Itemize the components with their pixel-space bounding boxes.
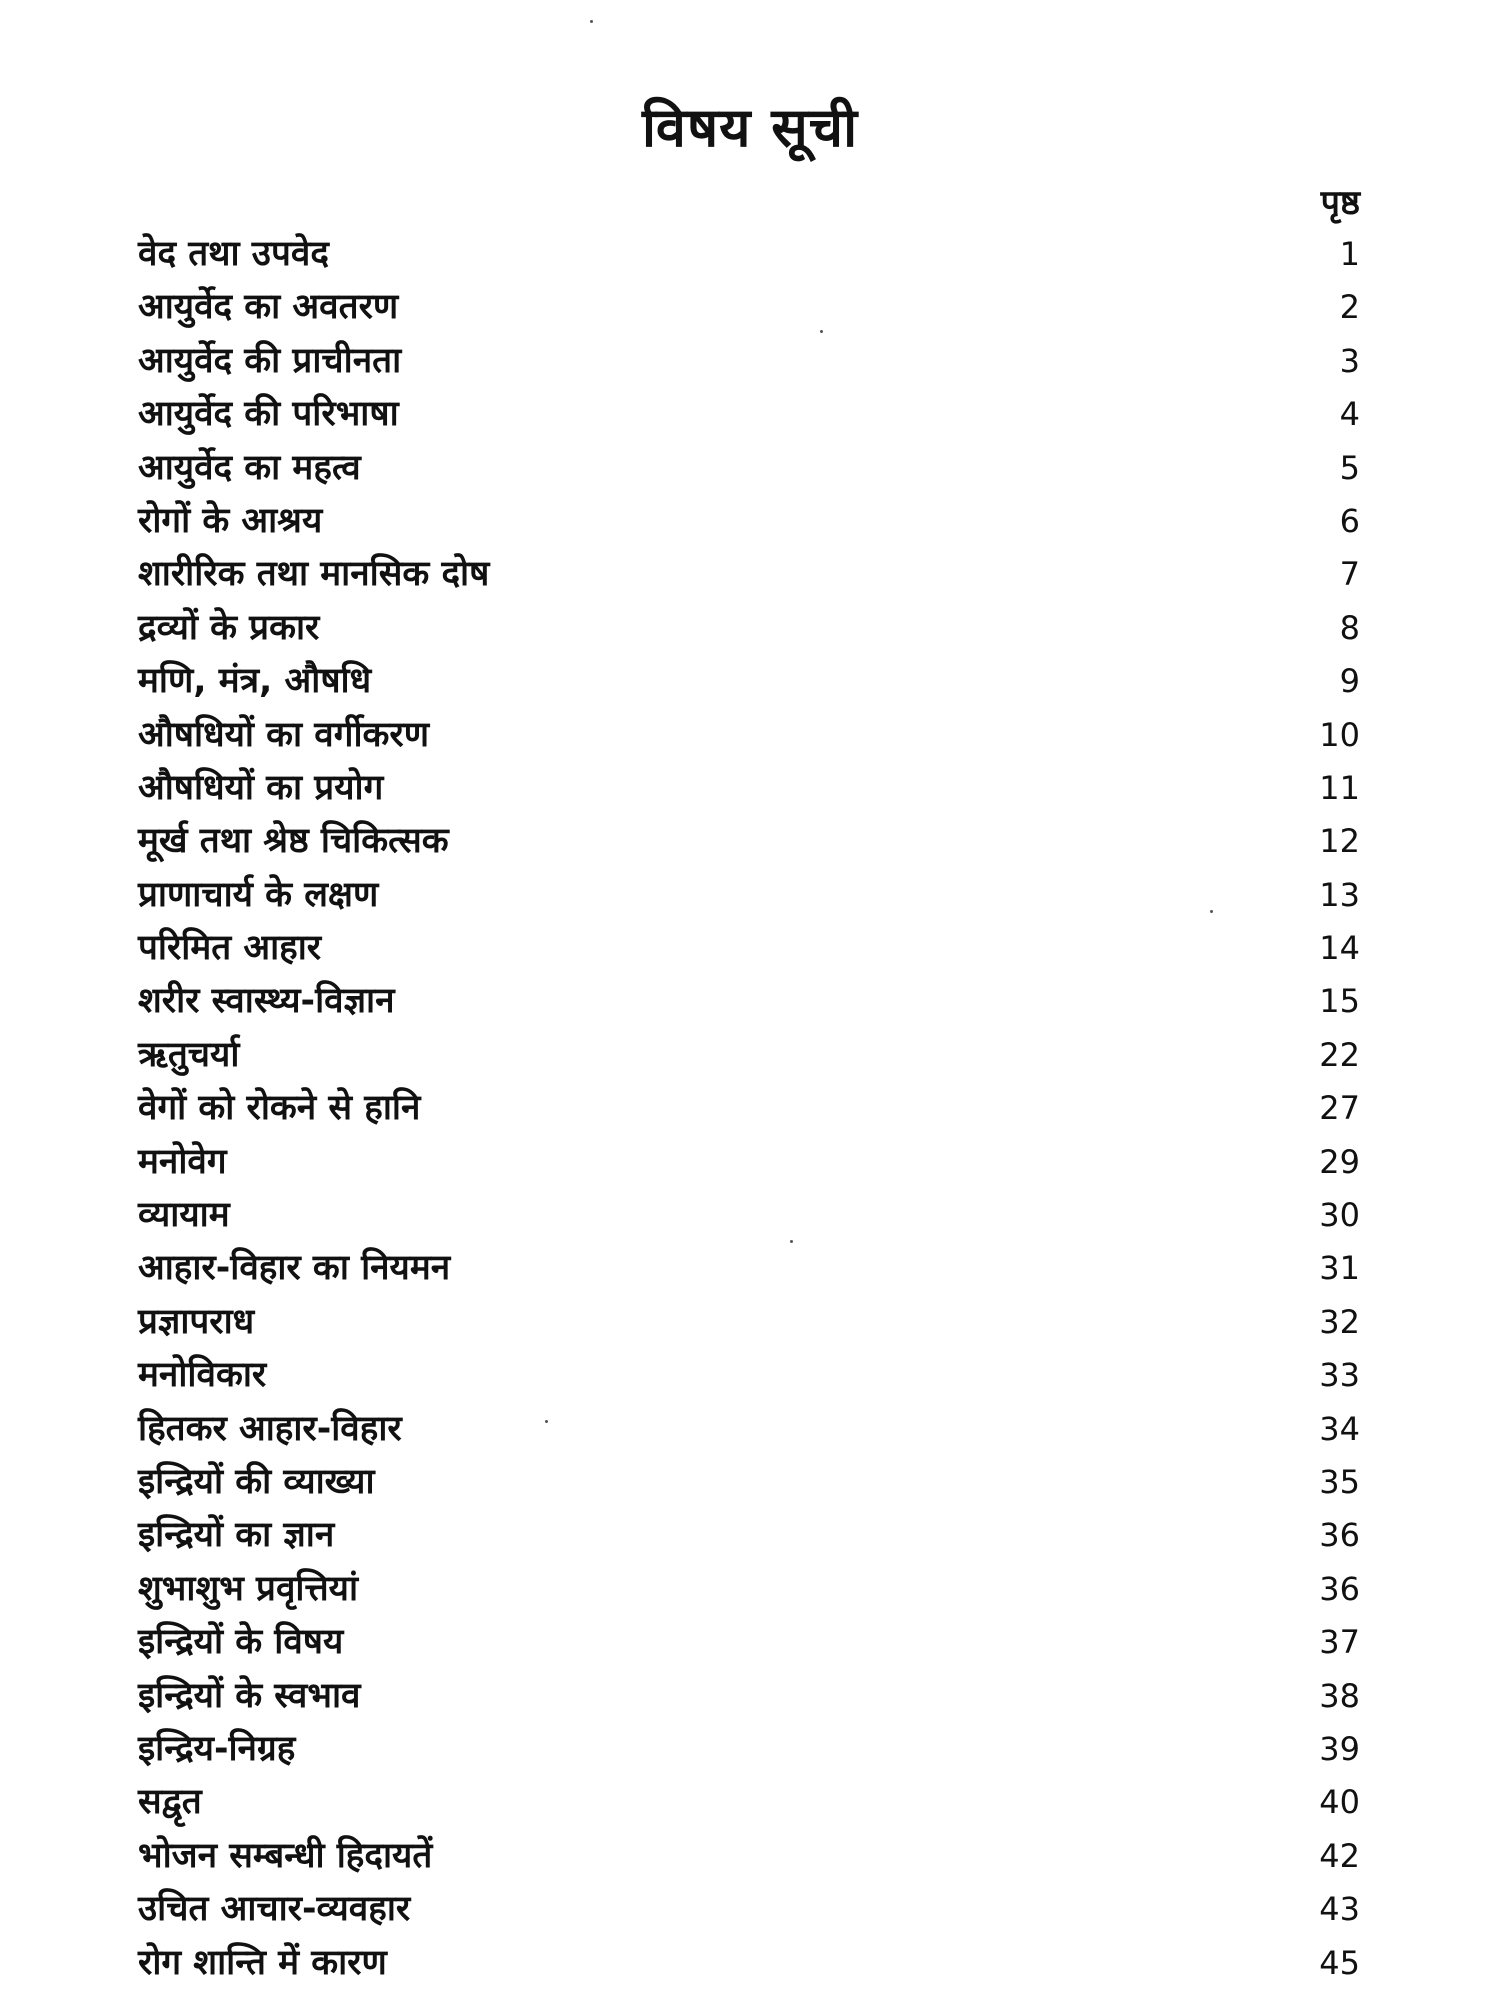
toc-entry-page-number: 14 xyxy=(1319,929,1360,968)
toc-entry xyxy=(138,1616,1368,1669)
toc-entry-title: औषधियों का प्रयोग xyxy=(138,767,384,808)
toc-entry-title: व्यायाम xyxy=(138,1195,230,1236)
toc-entry-page-number: 30 xyxy=(1319,1196,1360,1235)
toc-entry xyxy=(138,1029,1368,1082)
toc-entry-page-number: 15 xyxy=(1319,982,1360,1021)
toc-entry xyxy=(138,869,1368,922)
toc-entry-title: वेद तथा उपवेद xyxy=(138,234,329,274)
toc-entry-page-number: 38 xyxy=(1319,1676,1360,1715)
toc-entry-page-number: 33 xyxy=(1319,1356,1360,1395)
toc-entry-page-number: 32 xyxy=(1319,1302,1360,1341)
toc-entry-page-number: 2 xyxy=(1339,288,1360,327)
table-of-contents xyxy=(138,228,1368,1990)
toc-entry-page-number: 37 xyxy=(1319,1623,1360,1662)
toc-entry-title: मूर्ख तथा श्रेष्ठ चिकित्सक xyxy=(138,821,449,862)
scan-speck xyxy=(1210,910,1213,913)
toc-entry-title: मणि, मंत्र, औषधि xyxy=(138,661,372,702)
toc-entry xyxy=(138,1296,1368,1349)
toc-entry-title: मनोवेग xyxy=(138,1141,227,1182)
toc-entry-page-number: 8 xyxy=(1339,608,1360,647)
toc-entry xyxy=(138,1776,1368,1829)
toc-entry xyxy=(138,388,1368,441)
toc-entry-title: इन्द्रियों का ज्ञान xyxy=(138,1515,335,1556)
page-column-header: पृष्ठ xyxy=(1320,183,1360,223)
toc-entry-title: शरीर स्वास्थ्य-विज्ञान xyxy=(138,981,395,1022)
toc-entry xyxy=(138,1349,1368,1402)
toc-entry-page-number: 31 xyxy=(1319,1249,1360,1288)
toc-entry-page-number: 12 xyxy=(1319,822,1360,861)
toc-entry xyxy=(138,1456,1368,1509)
toc-entry xyxy=(138,655,1368,708)
toc-entry xyxy=(138,495,1368,548)
toc-entry-title: भोजन सम्बन्धी हिदायतें xyxy=(138,1835,433,1876)
toc-entry-title: सद्वृत xyxy=(138,1782,202,1823)
toc-entry xyxy=(138,442,1368,495)
scan-speck xyxy=(590,20,593,23)
toc-entry xyxy=(138,1136,1368,1189)
toc-entry xyxy=(138,1670,1368,1723)
toc-entry-title: उचित आचार-व्यवहार xyxy=(138,1889,411,1930)
toc-entry xyxy=(138,1189,1368,1242)
toc-entry-title: इन्द्रिय-निग्रह xyxy=(138,1728,296,1769)
toc-entry xyxy=(138,1937,1368,1990)
toc-entry xyxy=(138,815,1368,868)
toc-entry xyxy=(138,1082,1368,1135)
scan-speck xyxy=(545,1420,548,1423)
toc-entry-title: रोग शान्ति में कारण xyxy=(138,1942,387,1983)
toc-entry-page-number: 43 xyxy=(1319,1890,1360,1929)
toc-entry-title: रोगों के आश्रय xyxy=(138,500,323,541)
toc-entry-title: इन्द्रियों के विषय xyxy=(138,1622,344,1663)
toc-entry-page-number: 7 xyxy=(1339,555,1360,594)
toc-entry-title: मनोविकार xyxy=(138,1355,267,1396)
toc-entry-title: आयुर्वेद का महत्व xyxy=(138,447,361,488)
toc-entry xyxy=(138,1563,1368,1616)
toc-entry-page-number: 3 xyxy=(1339,341,1360,380)
toc-entry-title: वेगों को रोकने से हानि xyxy=(138,1088,421,1129)
toc-entry-page-number: 10 xyxy=(1319,715,1360,754)
toc-entry xyxy=(138,1830,1368,1883)
toc-entry xyxy=(138,1403,1368,1456)
toc-entry-page-number: 36 xyxy=(1319,1516,1360,1555)
toc-entry-title: परिमित आहार xyxy=(138,928,322,969)
toc-entry-page-number: 11 xyxy=(1319,768,1360,807)
toc-entry-page-number: 42 xyxy=(1319,1836,1360,1875)
toc-entry-title: द्रव्यों के प्रकार xyxy=(138,607,320,648)
toc-entry xyxy=(138,1883,1368,1936)
toc-entry xyxy=(138,975,1368,1028)
toc-entry xyxy=(138,709,1368,762)
toc-entry-page-number: 22 xyxy=(1319,1035,1360,1074)
toc-entry xyxy=(138,1242,1368,1295)
toc-entry-page-number: 1 xyxy=(1339,235,1360,273)
toc-entry-page-number: 40 xyxy=(1319,1783,1360,1822)
toc-entry-title: आयुर्वेद की प्राचीनता xyxy=(138,340,402,381)
toc-entry-page-number: 35 xyxy=(1319,1462,1360,1501)
toc-entry xyxy=(138,1509,1368,1562)
toc-entry-page-number: 4 xyxy=(1339,395,1360,434)
toc-entry-title: शुभाशुभ प्रवृत्तियां xyxy=(138,1568,359,1609)
toc-entry-page-number: 29 xyxy=(1319,1142,1360,1181)
toc-entry xyxy=(138,1723,1368,1776)
toc-entry-title: आहार-विहार का नियमन xyxy=(138,1248,451,1289)
toc-entry-page-number: 5 xyxy=(1339,448,1360,487)
toc-entry xyxy=(138,281,1368,334)
toc-entry-page-number: 36 xyxy=(1319,1569,1360,1608)
toc-entry xyxy=(138,228,1368,281)
toc-entry-title: आयुर्वेद की परिभाषा xyxy=(138,394,399,435)
toc-entry-title: प्रज्ञापराध xyxy=(138,1301,255,1342)
toc-entry-title: औषधियों का वर्गीकरण xyxy=(138,714,430,755)
toc-entry-title: आयुर्वेद का अवतरण xyxy=(138,287,399,328)
toc-entry-title: शारीरिक तथा मानसिक दोष xyxy=(138,554,490,595)
toc-entry-page-number: 6 xyxy=(1339,501,1360,540)
toc-entry xyxy=(138,762,1368,815)
scan-speck xyxy=(820,330,823,333)
toc-entry xyxy=(138,335,1368,388)
toc-entry-title: हितकर आहार-विहार xyxy=(138,1408,402,1449)
toc-entry-title: इन्द्रियों की व्याख्या xyxy=(138,1461,375,1502)
toc-entry-title: इन्द्रियों के स्वभाव xyxy=(138,1675,361,1716)
toc-entry xyxy=(138,548,1368,601)
toc-entry-page-number: 39 xyxy=(1319,1729,1360,1768)
toc-entry-page-number: 45 xyxy=(1319,1943,1360,1982)
toc-entry-page-number: 27 xyxy=(1319,1089,1360,1128)
toc-entry xyxy=(138,602,1368,655)
toc-entry-page-number: 13 xyxy=(1319,875,1360,914)
toc-entry-page-number: 9 xyxy=(1339,662,1360,701)
page-title: विषय सूची xyxy=(641,96,859,159)
toc-entry-title: प्राणाचार्य के लक्षण xyxy=(138,874,379,915)
toc-entry-title: ऋतुचर्या xyxy=(138,1034,240,1075)
scan-speck xyxy=(790,1240,793,1243)
toc-entry-page-number: 34 xyxy=(1319,1409,1360,1448)
toc-entry xyxy=(138,922,1368,975)
